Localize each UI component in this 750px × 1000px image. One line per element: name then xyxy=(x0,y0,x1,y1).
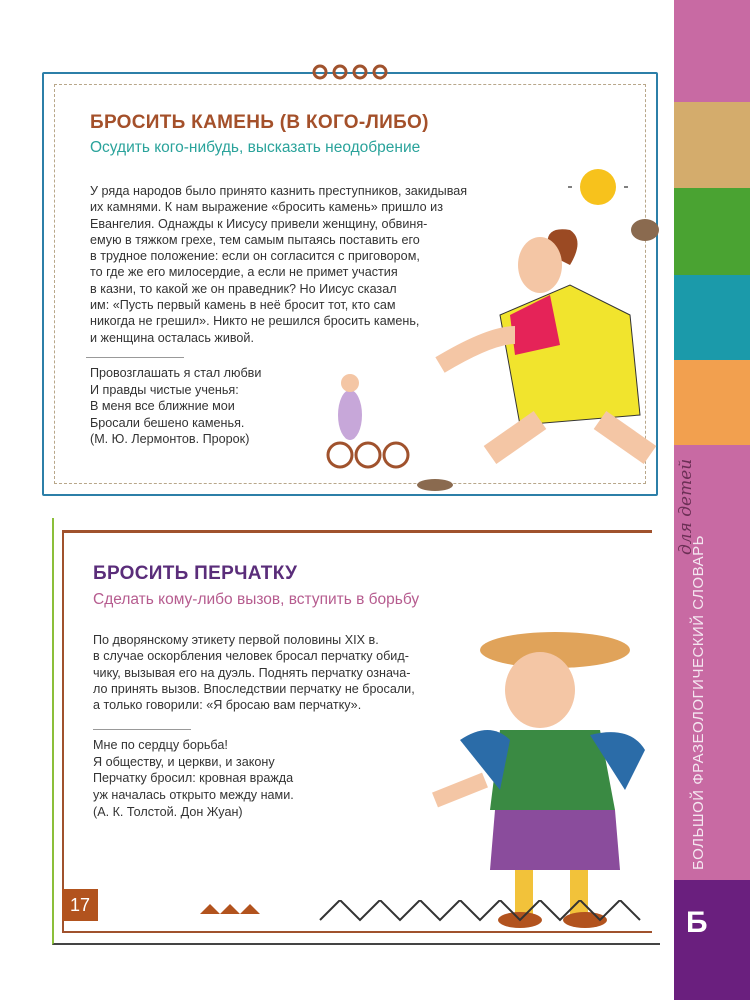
text-line: им: «Пусть первый камень в неё бросит тот, кто сам xyxy=(90,298,396,313)
text-line: то где же его милосердие, а если не примет участия xyxy=(90,265,398,280)
text-line: В меня все ближние мои xyxy=(90,399,235,413)
verse-citation: (А. К. Толстой. Дон Жуан) xyxy=(93,805,243,819)
text-line: Я обществу, и церкви, и закону xyxy=(93,754,275,769)
text-line: И правды чистые ученья: xyxy=(90,382,239,397)
book-title: БОЛЬШОЙ ФРАЗЕОЛОГИЧЕСКИЙ СЛОВАРЬ xyxy=(690,535,707,870)
ornament-icon xyxy=(300,60,410,84)
page-number: 17 xyxy=(62,889,98,921)
text-line: ло принять вызов. Впоследствии перчатку не бросали, xyxy=(93,681,415,696)
text-line: У ряда народов было принято казнить преступников, закидывая xyxy=(90,184,468,198)
stone-thrower-illustration xyxy=(310,165,680,495)
text-line: чику, вызывая его на дуэль. Поднять перчатку означа- xyxy=(93,665,411,680)
divider xyxy=(93,729,191,730)
tab-band-4 xyxy=(674,275,750,360)
text-line: емую в тяжком грехе, тем самым пытаясь поставить его xyxy=(90,232,420,247)
book-subtitle: для детей xyxy=(676,458,696,555)
text-line: Евангелия. Однажды к Иисусу привели женщину, обвиня- xyxy=(90,216,428,231)
text-line: и женщина осталась живой. xyxy=(90,330,254,345)
text-line: в казни, то какой же он праведник? Но Иисус сказал xyxy=(90,281,397,296)
musketeer-illustration xyxy=(390,610,680,950)
tab-band-1 xyxy=(674,0,750,102)
entry-meaning: Осудить кого-нибудь, высказать неодобрение xyxy=(90,139,421,156)
text-line: Бросали бешено каменья. xyxy=(90,415,245,430)
zigzag-ornament-icon xyxy=(200,900,670,940)
tab-band-2 xyxy=(674,102,750,188)
text-line: а только говорили: «Я бросаю вам перчатку». xyxy=(93,698,362,713)
entry-meaning: Сделать кому-либо вызов, вступить в борьбу xyxy=(93,591,420,608)
verse-citation: (М. Ю. Лермонтов. Пророк) xyxy=(90,432,250,446)
section-letter: Б xyxy=(686,906,708,939)
entry-body xyxy=(93,632,415,713)
tab-band-letter xyxy=(674,880,750,1000)
verse-quote xyxy=(93,737,294,803)
text-line: По дворянскому этикету первой половины XIX в. xyxy=(93,633,379,647)
entry-heading: БРОСИТЬ КАМЕНЬ (В КОГО-ЛИБО) xyxy=(90,112,429,133)
text-line: Провозглашать я стал любви xyxy=(90,366,262,380)
text-line: в трудное положение: если он согласится с приговором, xyxy=(90,249,420,264)
divider xyxy=(86,357,184,358)
text-line: их камнями. К нам выражение «бросить камень» пришло из xyxy=(90,200,443,215)
verse-quote xyxy=(90,365,261,431)
text-line: никогда не грешил». Никто не решился бросить камень, xyxy=(90,314,420,329)
entry-heading: БРОСИТЬ ПЕРЧАТКУ xyxy=(93,563,298,584)
tab-band-5 xyxy=(674,360,750,445)
text-line: уж началась открыто между нами. xyxy=(93,787,294,802)
text-line: Перчатку бросил: кровная вражда xyxy=(93,771,294,785)
tab-band-3 xyxy=(674,188,750,275)
text-line: Мне по сердцу борьба! xyxy=(93,738,228,752)
text-line: в случае оскорбления человек бросал перчатку обид- xyxy=(93,649,409,664)
